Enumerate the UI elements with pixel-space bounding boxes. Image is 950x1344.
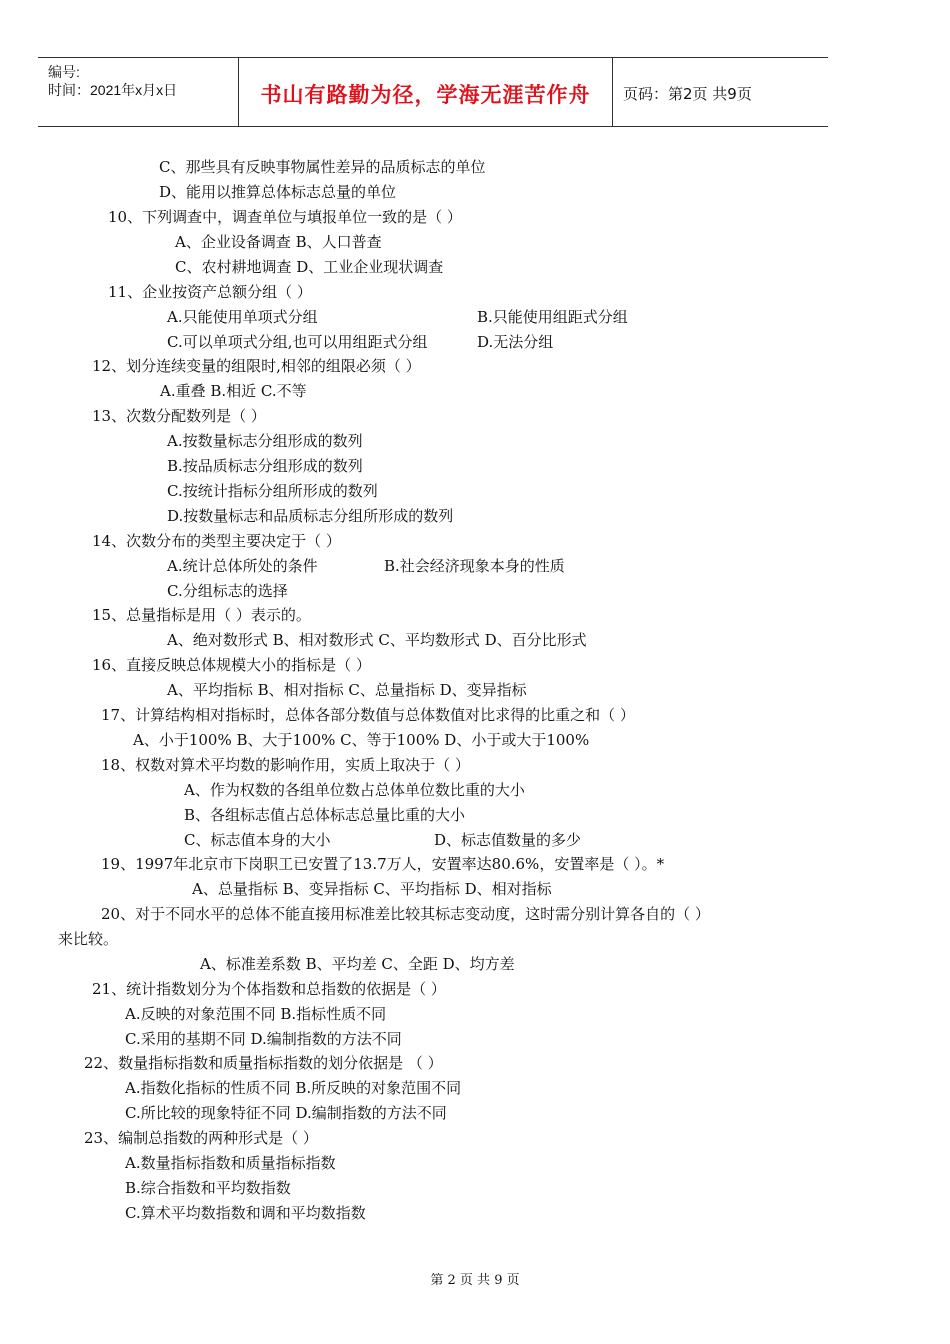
question-12: 12、划分连续变量的组限时,相邻的组限必须（ ）	[92, 357, 421, 375]
text-line: D.按数量标志和品质标志分组所形成的数列	[167, 507, 454, 525]
question-14: 14、次数分布的类型主要决定于（ ）	[92, 532, 341, 550]
question-17: 17、计算结构相对指标时，总体各部分数值与总体数值对比求得的比重之和（ ）	[101, 706, 635, 724]
text-line: A、标准差系数 B、平均差 C、全距 D、均方差	[200, 955, 515, 973]
text-line: A.数量指标指数和质量指标指数	[125, 1154, 336, 1172]
text-line: B、各组标志值占总体标志总量比重的大小	[184, 806, 466, 824]
text-line: A.按数量标志分组形成的数列	[167, 432, 363, 450]
header-page-cell	[613, 58, 828, 126]
text-line: B.社会经济现象本身的性质	[384, 557, 565, 575]
text-line: C.所比较的现象特征不同 D.编制指数的方法不同	[125, 1104, 447, 1122]
text-line: B.按品质标志分组形成的数列	[167, 457, 363, 475]
question-18: 18、权数对算术平均数的影响作用，实质上取决于（ ）	[101, 756, 470, 774]
page-header	[38, 57, 828, 127]
text-line: A、小于100% B、大于100% C、等于100% D、小于或大于100%	[133, 731, 590, 749]
header-meta	[38, 58, 239, 126]
text-line: C.采用的基期不同 D.编制指数的方法不同	[125, 1030, 402, 1048]
text-line: D.无法分组	[477, 333, 554, 351]
page-info: 页码：第2页 共9页	[623, 85, 752, 103]
text-line: A、平均指标 B、相对指标 C、总量指标 D、变异指标	[167, 681, 527, 699]
text-line: C.分组标志的选择	[167, 582, 288, 600]
question-10: 10、下列调查中，调查单位与填报单位一致的是（ ）	[108, 208, 462, 226]
text-line: A、企业设备调查 B、人口普查	[175, 233, 382, 251]
text-line: C、标志值本身的大小	[184, 831, 331, 849]
text-line: A、总量指标 B、变异指标 C、平均指标 D、相对指标	[192, 880, 552, 898]
text-line: 来比较。	[58, 930, 119, 948]
question-20: 20、对于不同水平的总体不能直接用标准差比较其标志变动度，这时需分别计算各自的（ ）	[101, 905, 710, 923]
text-line: A.重叠 B.相近 C.不等	[160, 382, 307, 400]
text-line: C.可以单项式分组,也可以用组距式分组	[167, 333, 428, 351]
question-15: 15、总量指标是用（ ）表示的。	[92, 606, 311, 624]
page-footer: 第 2 页 共 9 页	[430, 1273, 520, 1288]
question-16: 16、直接反映总体规模大小的指标是（ ）	[92, 656, 371, 674]
text-line: C、那些具有反映事物属性差异的品质标志的单位	[159, 158, 486, 176]
text-line: B.综合指数和平均数指数	[125, 1179, 291, 1197]
text-line: A.反映的对象范围不同 B.指标性质不同	[125, 1005, 387, 1023]
text-line: C、农村耕地调查 D、工业企业现状调查	[175, 258, 444, 276]
question-13: 13、次数分配数列是（ ）	[92, 407, 266, 425]
doc-number-label: 编号:	[48, 64, 80, 80]
text-line: D、能用以推算总体标志总量的单位	[159, 183, 397, 201]
question-21: 21、统计指数划分为个体指数和总指数的依据是（ ）	[92, 980, 446, 998]
question-23: 23、编制总指数的两种形式是（ ）	[84, 1129, 318, 1147]
text-line: A、作为权数的各组单位数占总体单位数比重的大小	[184, 781, 525, 799]
text-line: A.指数化指标的性质不同 B.所反映的对象范围不同	[125, 1079, 462, 1097]
text-line: A、绝对数形式 B、相对数形式 C、平均数形式 D、百分比形式	[167, 631, 587, 649]
text-line: A.只能使用单项式分组	[167, 308, 318, 326]
question-22: 22、数量指标指数和质量指标指数的划分依据是 （ ）	[84, 1054, 443, 1072]
text-line: A.统计总体所处的条件	[167, 557, 318, 575]
text-line: B.只能使用组距式分组	[477, 308, 628, 326]
text-line: C.算术平均数指数和调和平均数指数	[125, 1204, 366, 1222]
doc-time-label: 时间：2021年x月x日	[48, 82, 178, 98]
header-motto-cell	[239, 58, 613, 126]
text-line: C.按统计指标分组所形成的数列	[167, 482, 378, 500]
motto: 书山有路勤为径，学海无涯苦作舟	[260, 83, 591, 107]
question-19: 19、1997年北京市下岗职工已安置了13.7万人，安置率达80.6%，安置率是（ ）。*	[101, 855, 665, 873]
question-11: 11、企业按资产总额分组（ ）	[108, 283, 312, 301]
text-line: D、标志值数量的多少	[434, 831, 582, 849]
